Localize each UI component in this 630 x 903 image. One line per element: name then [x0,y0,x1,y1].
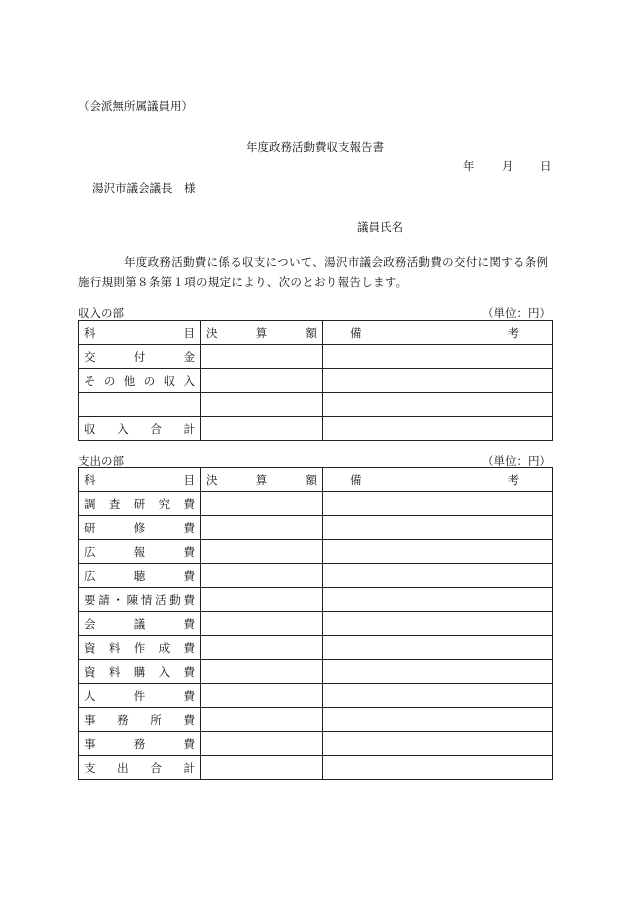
remarks-cell [323,756,553,780]
table-row [79,369,553,393]
item-label: 事務所費 [84,712,195,727]
column-header-item: 科目 [84,325,195,340]
table-row [79,492,553,516]
expense-table [78,467,553,780]
table-row [79,588,553,612]
item-cell [79,732,201,756]
remarks-cell [323,588,553,612]
expense-table-body [79,468,553,780]
item-label: 収入合計 [84,421,195,436]
remarks-cell [323,492,553,516]
amount-cell [201,417,323,441]
amount-cell [201,708,323,732]
amount-cell [201,516,323,540]
item-cell [79,708,201,732]
remarks-cell [323,636,553,660]
column-header-remarks-cell [323,468,553,492]
table-row [79,732,553,756]
amount-cell [201,369,323,393]
income-table [78,320,553,441]
income-table-body [79,321,553,441]
item-cell [79,540,201,564]
remarks-cell [323,345,553,369]
table-row [79,564,553,588]
item-cell [79,417,201,441]
table-header-row [79,468,553,492]
item-label: 人件費 [84,688,195,703]
item-cell [79,756,201,780]
table-row [79,516,553,540]
item-label: 要請・陳情活動費 [84,592,195,607]
amount-cell [201,612,323,636]
column-header-amount: 決算額 [206,472,317,487]
item-cell [79,393,201,417]
item-cell [79,369,201,393]
amount-cell [201,564,323,588]
amount-cell [201,636,323,660]
item-label: 資料購入費 [84,664,195,679]
item-cell [79,684,201,708]
remarks-cell [323,369,553,393]
item-cell [79,516,201,540]
remarks-cell [323,708,553,732]
column-header-remarks: 備考 [350,325,519,340]
column-header-amount-cell [201,321,323,345]
form-note: （会派無所属議員用） [78,99,193,113]
amount-cell [201,684,323,708]
item-cell [79,588,201,612]
column-header-item: 科目 [84,472,195,487]
date-month-label: 月 [502,159,514,173]
table-row [79,660,553,684]
item-label: 広聴費 [84,568,195,583]
date-day-label: 日 [540,159,552,173]
item-cell [79,492,201,516]
addressee: 湯沢市議会議長 様 [92,181,196,195]
amount-cell [201,345,323,369]
item-label: その他の収入 [84,373,195,388]
report-title: 年度政務活動費収支報告書 [246,140,384,154]
table-header-row [79,321,553,345]
item-label: 交付金 [84,349,195,364]
column-header-remarks: 備考 [350,472,519,487]
item-label: 会議費 [84,616,195,631]
item-cell [79,612,201,636]
item-label: 調査研究費 [84,496,195,511]
amount-cell [201,540,323,564]
expense-unit-label: （単位：円） [482,454,551,468]
expense-section-label: 支出の部 [78,454,124,468]
remarks-cell [323,540,553,564]
remarks-cell [323,417,553,441]
table-row [79,684,553,708]
amount-cell [201,588,323,612]
member-name-label: 議員氏名 [357,220,403,234]
remarks-cell [323,612,553,636]
column-header-amount: 決算額 [206,325,317,340]
table-row [79,612,553,636]
table-row [79,708,553,732]
item-cell [79,636,201,660]
item-cell [79,564,201,588]
remarks-cell [323,684,553,708]
item-label: 事務費 [84,736,195,751]
date-year-label: 年 [463,159,475,173]
remarks-cell [323,660,553,684]
amount-cell [201,660,323,684]
table-row [79,393,553,417]
table-row [79,345,553,369]
amount-cell [201,732,323,756]
table-row [79,417,553,441]
remarks-cell [323,732,553,756]
item-cell [79,345,201,369]
amount-cell [201,492,323,516]
amount-cell [201,393,323,417]
remarks-cell [323,564,553,588]
report-body-text: 年度政務活動費に係る収支について、湯沢市議会政務活動費の交付に関する条例施行規則第８条第１項の規定により、次のとおり報告します。 [78,255,549,289]
table-row [79,540,553,564]
table-row [79,636,553,660]
remarks-cell [323,516,553,540]
column-header-remarks-cell [323,321,553,345]
table-row [79,756,553,780]
income-section-label: 収入の部 [78,306,124,320]
column-header-item-cell [79,468,201,492]
item-label: 広報費 [84,544,195,559]
item-label: 資料作成費 [84,640,195,655]
column-header-amount-cell [201,468,323,492]
item-cell [79,660,201,684]
item-label: 研修費 [84,520,195,535]
item-label: 支出合計 [84,760,195,775]
amount-cell [201,756,323,780]
remarks-cell [323,393,553,417]
income-unit-label: （単位：円） [482,306,551,320]
column-header-item-cell [79,321,201,345]
